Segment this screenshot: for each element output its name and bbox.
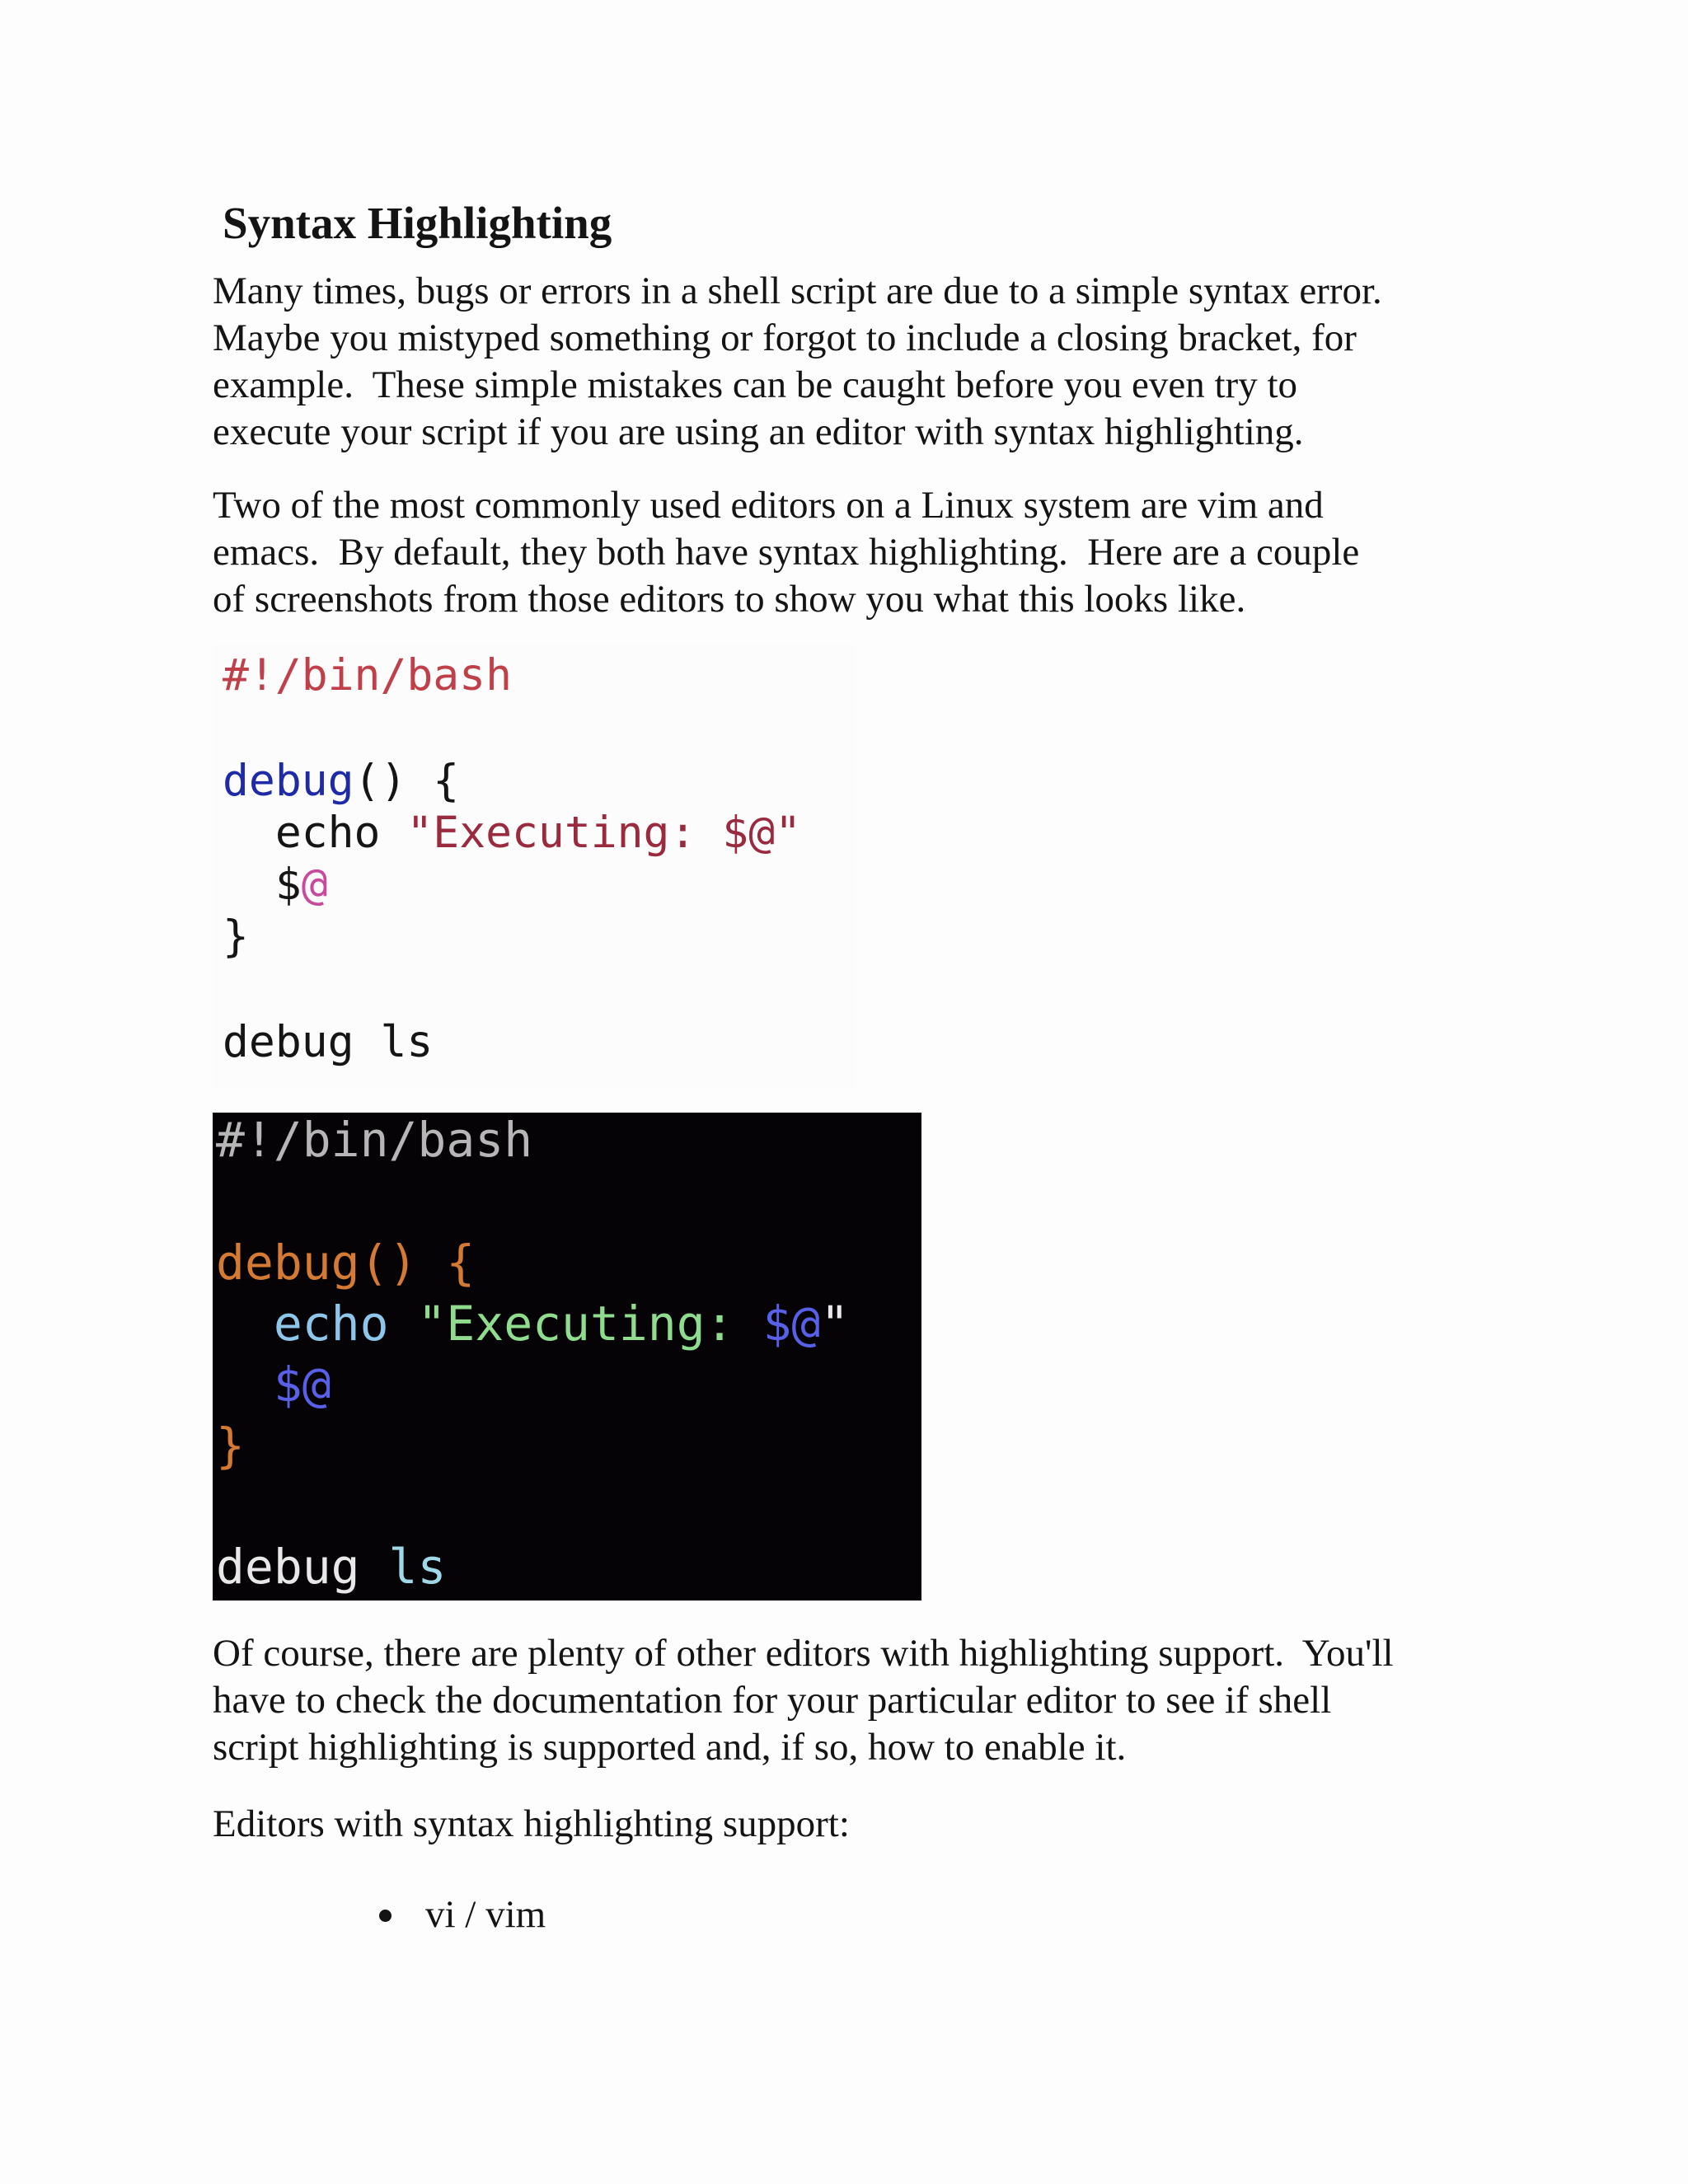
exec-at: @ (302, 1357, 331, 1413)
call-name: debug (216, 1539, 360, 1595)
text-line: Many times, bugs or errors in a shell script are due to a simple syntax error. (213, 269, 1382, 312)
code-line-echo (223, 807, 801, 859)
open-brace: { (417, 1235, 476, 1291)
func-name: debug (223, 756, 354, 806)
code-line-func (223, 755, 459, 807)
code-line-call (223, 1016, 433, 1068)
code-line-exec (223, 859, 328, 911)
string-var-dollar: $ (722, 808, 749, 858)
string-close-quote: " (775, 808, 802, 858)
text-line: Of course, there are plenty of other editors with highlighting support. You'll (213, 1632, 1394, 1675)
text-line: script highlighting is supported and, if so, how to enable it. (213, 1726, 1127, 1769)
editors-list (213, 1891, 546, 1938)
close-brace: } (216, 1418, 245, 1474)
func-name: debug (216, 1235, 360, 1291)
echo-command: echo (274, 808, 381, 858)
echo-string: "Executing: (388, 1296, 763, 1352)
text-line: Two of the most commonly used editors on a Linux system are vim and (213, 484, 1324, 527)
indent (223, 860, 275, 910)
text-line: of screenshots from those editors to show you what this looks like. (213, 578, 1246, 621)
exec-dollar: $ (273, 1357, 302, 1413)
call-arg: ls (359, 1539, 447, 1595)
code-line-call (216, 1536, 446, 1597)
echo-string: "Executing: (380, 808, 723, 858)
text-line: Editors with syntax highlighting support: (213, 1802, 850, 1845)
text-line: have to check the documentation for your particular editor to see if shell (213, 1679, 1332, 1722)
exec-dollar: $ (274, 860, 302, 910)
string-var-dollar: $ (762, 1296, 792, 1352)
string-var-at: @ (748, 808, 776, 858)
indent (216, 1296, 274, 1352)
text-line: execute your script if you are using an editor with syntax highlighting. (213, 410, 1304, 453)
string-var-at: @ (791, 1296, 821, 1352)
list-item (213, 1891, 546, 1938)
other-editors-paragraph (213, 1630, 1394, 1771)
text-line: emacs. By default, they both have syntax highlighting. Here are a couple (213, 531, 1360, 574)
code-line-close (223, 911, 249, 963)
string-close-quote: " (820, 1296, 850, 1352)
call-arg: ls (354, 1017, 434, 1067)
exec-at: @ (301, 860, 328, 910)
call-name: debug (223, 1017, 354, 1067)
intro-paragraph (213, 268, 1382, 456)
text-line: example. These simple mistakes can be caught before you even try to (213, 363, 1297, 406)
text-line: Maybe you mistyped something or forgot to include a closing bracket, for (213, 316, 1357, 359)
shebang-text: #!/bin/bash (223, 650, 512, 701)
section-heading: Syntax Highlighting (223, 198, 612, 248)
code-line-shebang (223, 649, 512, 701)
code-line-close (216, 1415, 245, 1476)
list-intro-paragraph (213, 1801, 850, 1848)
func-parens: () (359, 1235, 418, 1291)
func-parens: () (354, 756, 407, 806)
emacs-screenshot (213, 1113, 921, 1601)
indent (216, 1357, 274, 1413)
list-item-label: vi / vim (425, 1893, 546, 1936)
indent (223, 808, 275, 858)
vim-screenshot (213, 643, 856, 1088)
shebang-text: #!/bin/bash (216, 1112, 533, 1168)
bullet-icon (379, 1910, 392, 1922)
code-line-shebang (216, 1109, 532, 1170)
echo-command: echo (273, 1296, 389, 1352)
code-line-echo (216, 1293, 849, 1354)
open-brace: { (406, 756, 460, 806)
code-line-exec (216, 1354, 331, 1415)
close-brace: } (223, 912, 249, 962)
code-line-func (216, 1232, 475, 1293)
editors-paragraph (213, 482, 1359, 623)
